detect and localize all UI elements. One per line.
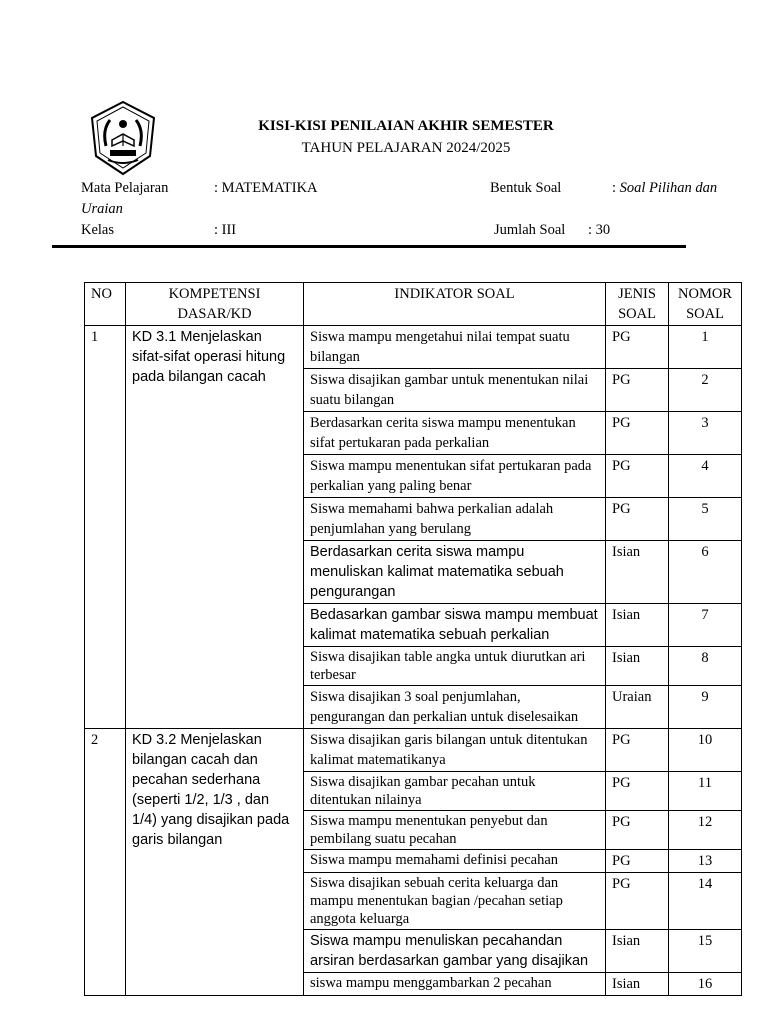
header-nomor xyxy=(669,283,742,326)
kd-cell: KD 3.2 Menjelaskan bilangan cacah dan pecahan sederhana (seperti 1/2, 1/3 , dan 1/4) yang disajikan pada garis bilangan xyxy=(126,729,304,996)
indikator-cell: Siswa disajikan garis bilangan untuk ditentukan kalimat matematikanya xyxy=(304,729,606,772)
kemenag-logo xyxy=(88,100,158,176)
indikator-cell: Siswa disajikan gambar pecahan untuk ditentukan nilainya xyxy=(304,772,606,811)
bentuk-value-cont: Uraian xyxy=(81,201,123,217)
nomor-cell: 3 xyxy=(669,412,742,455)
nomor-cell: 14 xyxy=(669,873,742,930)
indikator-cell: Siswa mampu mengetahui nilai tempat suatu bilangan xyxy=(304,326,606,369)
nomor-cell: 16 xyxy=(669,973,742,996)
nomor-cell: 15 xyxy=(669,930,742,973)
nomor-cell: 7 xyxy=(669,604,742,647)
table-row xyxy=(85,729,742,772)
nomor-cell: 2 xyxy=(669,369,742,412)
nomor-cell: 13 xyxy=(669,850,742,873)
header-jenis xyxy=(606,283,669,326)
bentuk-text: Soal Pilihan dan xyxy=(619,180,718,196)
header-jenis-line2: SOAL xyxy=(618,306,656,322)
mapel-label: Mata Pelajaran xyxy=(81,180,169,196)
indikator-cell: Siswa mampu menuliskan pecahandan arsiran berdasarkan gambar yang disajikan xyxy=(304,930,606,973)
jenis-cell: Isian xyxy=(606,541,669,604)
jenis-cell: PG xyxy=(606,850,669,873)
bentuk-value xyxy=(612,180,717,197)
jenis-cell: PG xyxy=(606,369,669,412)
row-no: 1 xyxy=(85,326,126,729)
header-kompetensi xyxy=(126,283,304,326)
jenis-cell: PG xyxy=(606,772,669,811)
indikator-cell: siswa mampu menggambarkan 2 pecahan xyxy=(304,973,606,996)
jumlah-label: Jumlah Soal xyxy=(494,222,566,238)
jenis-cell: Isian xyxy=(606,930,669,973)
kd-cell: KD 3.1 Menjelaskan sifat-sifat operasi hitung pada bilangan cacah xyxy=(126,326,304,729)
header-kompetensi-line2: DASAR/KD xyxy=(177,306,252,322)
nomor-cell: 11 xyxy=(669,772,742,811)
indikator-cell: Bedasarkan gambar siswa mampu membuat kalimat matematika sebuah perkalian xyxy=(304,604,606,647)
indikator-cell: Berdasarkan cerita siswa mampu menentukan sifat pertukaran pada perkalian xyxy=(304,412,606,455)
nomor-cell: 4 xyxy=(669,455,742,498)
document-title: KISI-KISI PENILAIAN AKHIR SEMESTER xyxy=(258,118,554,134)
indikator-cell: Siswa memahami bahwa perkalian adalah penjumlahan yang berulang xyxy=(304,498,606,541)
kelas-label: Kelas xyxy=(81,222,115,238)
header-indikator xyxy=(304,283,606,326)
nomor-cell: 6 xyxy=(669,541,742,604)
table-row xyxy=(85,326,742,369)
jenis-cell: PG xyxy=(606,729,669,772)
indikator-cell: Siswa disajikan sebuah cerita keluarga dan mampu menentukan bagian /pecahan setiap anggota keluarga xyxy=(304,873,606,930)
bentuk-colon: : xyxy=(612,180,620,196)
nomor-cell: 5 xyxy=(669,498,742,541)
jenis-cell: PG xyxy=(606,498,669,541)
table-header-row xyxy=(85,283,742,326)
header-kompetensi-line1: KOMPETENSI xyxy=(168,286,261,302)
mapel-value: : MATEMATIKA xyxy=(214,180,318,196)
bentuk-label: Bentuk Soal xyxy=(490,180,562,196)
indikator-cell: Siswa disajikan 3 soal penjumlahan, pengurangan dan perkalian untuk diselesaikan xyxy=(304,686,606,729)
nomor-cell: 12 xyxy=(669,811,742,850)
header-divider xyxy=(52,245,686,248)
row-no: 2 xyxy=(85,729,126,996)
nomor-cell: 8 xyxy=(669,647,742,686)
nomor-cell: 1 xyxy=(669,326,742,369)
header-no-label: NO xyxy=(91,286,112,302)
jenis-cell: PG xyxy=(606,455,669,498)
header-indikator-label: INDIKATOR SOAL xyxy=(394,286,515,302)
indikator-cell: Siswa mampu menentukan sifat pertukaran pada perkalian yang paling benar xyxy=(304,455,606,498)
kelas-value: : III xyxy=(214,222,237,238)
jenis-cell: Uraian xyxy=(606,686,669,729)
indikator-cell: Siswa disajikan table angka untuk diurutkan ari terbesar xyxy=(304,647,606,686)
jenis-cell: PG xyxy=(606,873,669,930)
indikator-cell: Siswa mampu menentukan penyebut dan pembilang suatu pecahan xyxy=(304,811,606,850)
jenis-cell: PG xyxy=(606,326,669,369)
jenis-cell: Isian xyxy=(606,647,669,686)
header-jenis-line1: JENIS xyxy=(618,286,656,302)
header-no xyxy=(85,283,126,326)
nomor-cell: 9 xyxy=(669,686,742,729)
kisi-table xyxy=(84,282,742,996)
document-subtitle: TAHUN PELAJARAN 2024/2025 xyxy=(301,140,511,156)
jenis-cell: PG xyxy=(606,412,669,455)
jenis-cell: PG xyxy=(606,811,669,850)
jumlah-value: : 30 xyxy=(588,222,611,238)
indikator-cell: Berdasarkan cerita siswa mampu menuliskan kalimat matematika sebuah pengurangan xyxy=(304,541,606,604)
jenis-cell: Isian xyxy=(606,604,669,647)
jenis-cell: Isian xyxy=(606,973,669,996)
indikator-cell: Siswa mampu memahami definisi pecahan xyxy=(304,850,606,873)
nomor-cell: 10 xyxy=(669,729,742,772)
indikator-cell: Siswa disajikan gambar untuk menentukan nilai suatu bilangan xyxy=(304,369,606,412)
header-nomor-line1: NOMOR xyxy=(678,286,732,302)
header-nomor-line2: SOAL xyxy=(686,306,724,322)
